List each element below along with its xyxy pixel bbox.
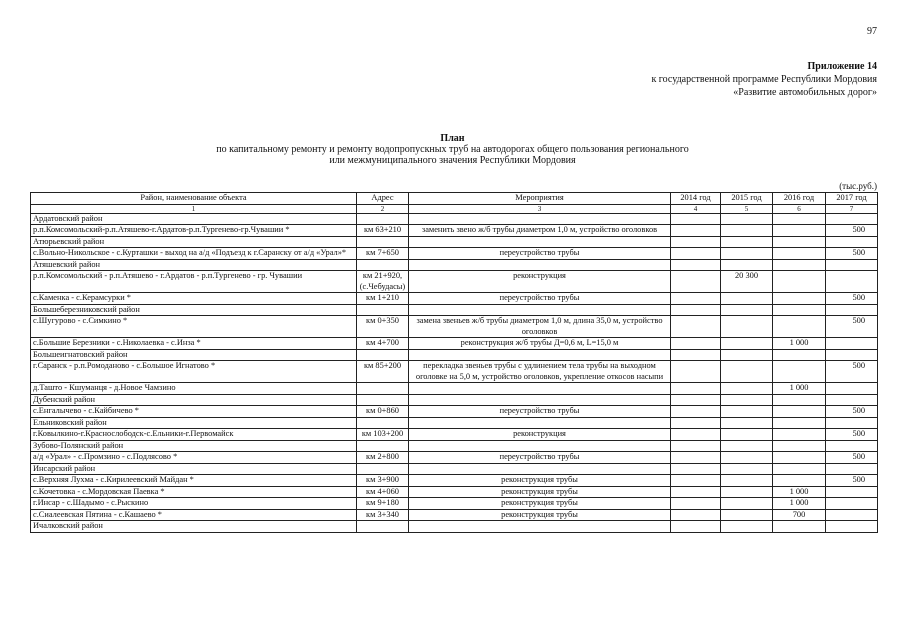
cell-address: км 2+800	[357, 452, 409, 464]
header-row	[31, 193, 878, 205]
empty-cell	[357, 417, 409, 429]
cell-2017	[826, 509, 878, 521]
empty-cell	[773, 304, 826, 316]
empty-cell	[409, 521, 671, 533]
empty-cell	[721, 463, 773, 475]
empty-cell	[409, 213, 671, 225]
cell-address: км 63+210	[357, 225, 409, 237]
cell-2015	[721, 316, 773, 338]
cell-address: км 9+180	[357, 498, 409, 510]
cell-2017	[826, 271, 878, 293]
cell-2015	[721, 429, 773, 441]
empty-cell	[357, 349, 409, 361]
district-row	[31, 259, 878, 271]
empty-cell	[826, 521, 878, 533]
cell-measure: переустройство трубы	[409, 293, 671, 305]
plan-subtitle-line-1: по капитальному ремонту и ремонту водопропускных труб на автодорогах общего пользования регионального	[216, 144, 689, 155]
table-row	[31, 225, 878, 237]
cell-2014	[671, 361, 721, 383]
plan-heading: План	[440, 133, 465, 144]
cell-name: с.Каменка - с.Керамсурки *	[31, 293, 357, 305]
empty-cell	[671, 521, 721, 533]
empty-cell	[357, 213, 409, 225]
cell-2017: 500	[826, 248, 878, 260]
cell-2017: 500	[826, 316, 878, 338]
empty-cell	[773, 440, 826, 452]
cell-2017	[826, 383, 878, 395]
cell-2015: 20 300	[721, 271, 773, 293]
unit-label: (тыс.руб.)	[839, 181, 877, 191]
cell-address: км 4+700	[357, 338, 409, 350]
empty-cell	[721, 440, 773, 452]
empty-cell	[773, 259, 826, 271]
cell-name: р.п.Комсомольский-р.п.Атяшево-г.Ардатов-р.п.Тургенево-гр.Чувашии *	[31, 225, 357, 237]
cell-name: д.Ташто - Кшуманця - д.Новое Чамзино	[31, 383, 357, 395]
empty-cell	[826, 213, 878, 225]
cell-2015	[721, 452, 773, 464]
cell-2017: 500	[826, 225, 878, 237]
empty-cell	[721, 213, 773, 225]
cell-measure: перекладка звеньев трубы с удлинением тела трубы на выходном оголовке на 5,0 м, устройство оголовков, укрепление откосов насыпи	[409, 361, 671, 383]
cell-2015	[721, 475, 773, 487]
empty-cell	[773, 521, 826, 533]
cell-name: а/д «Урал» - с.Промзино - с.Подлясово *	[31, 452, 357, 464]
cell-2015	[721, 383, 773, 395]
column-number: 6	[773, 204, 826, 213]
cell-address: км 21+920, (с.Чебудасы)	[357, 271, 409, 293]
cell-2014	[671, 406, 721, 418]
cell-name: г.Саранск - р.п.Ромоданово - с.Большое Игнатово *	[31, 361, 357, 383]
column-number: 3	[409, 204, 671, 213]
cell-measure: реконструкция трубы	[409, 475, 671, 487]
district-row	[31, 304, 878, 316]
cell-name: с.Кочетовка - с.Мордовская Паевка *	[31, 486, 357, 498]
district-name: Большеберезниковский район	[31, 304, 357, 316]
cell-measure: реконструкция	[409, 271, 671, 293]
empty-cell	[357, 259, 409, 271]
cell-measure: замена звеньев ж/б трубы диаметром 1,0 м, длина 35,0 м, устройство оголовков	[409, 316, 671, 338]
cell-2017	[826, 486, 878, 498]
cell-2017: 500	[826, 293, 878, 305]
empty-cell	[773, 463, 826, 475]
empty-cell	[826, 417, 878, 429]
cell-2014	[671, 293, 721, 305]
cell-2014	[671, 475, 721, 487]
cell-measure: переустройство трубы	[409, 406, 671, 418]
cell-2016	[773, 429, 826, 441]
cell-2016	[773, 452, 826, 464]
cell-address: км 0+350	[357, 316, 409, 338]
plan-table	[30, 192, 878, 533]
cell-measure: реконструкция трубы	[409, 509, 671, 521]
cell-name: с.Большие Березники - с.Николаевка - с.Инза *	[31, 338, 357, 350]
cell-2014	[671, 452, 721, 464]
cell-name: г.Ковылкино-г.Краснослободск-с.Ельники-г.Первомайск	[31, 429, 357, 441]
cell-name: г.Инсар - с.Шадымо - с.Рыскино	[31, 498, 357, 510]
cell-2015	[721, 293, 773, 305]
district-row	[31, 394, 878, 406]
cell-address: км 3+340	[357, 509, 409, 521]
empty-cell	[721, 349, 773, 361]
appendix-block	[651, 60, 877, 99]
table-row	[31, 475, 878, 487]
cell-name: с.Шугурово - с.Симкино *	[31, 316, 357, 338]
cell-2015	[721, 509, 773, 521]
header-name: Район, наименование объекта	[31, 193, 357, 205]
cell-measure: заменить звено ж/б трубы диаметром 1,0 м, устройство оголовков	[409, 225, 671, 237]
cell-2017: 500	[826, 406, 878, 418]
empty-cell	[721, 259, 773, 271]
empty-cell	[721, 521, 773, 533]
cell-name: с.Вольно-Никольское - с.Курташки - выход на а/д «Подъезд к г.Саранску от а/д «Урал»*	[31, 248, 357, 260]
district-name: Атяшевский район	[31, 259, 357, 271]
empty-cell	[721, 304, 773, 316]
cell-address: км 4+060	[357, 486, 409, 498]
cell-2015	[721, 225, 773, 237]
cell-2016	[773, 316, 826, 338]
cell-address	[357, 383, 409, 395]
cell-2015	[721, 406, 773, 418]
empty-cell	[357, 440, 409, 452]
table-row	[31, 248, 878, 260]
empty-cell	[357, 463, 409, 475]
empty-cell	[409, 349, 671, 361]
district-name: Атюрьевский район	[31, 236, 357, 248]
empty-cell	[721, 394, 773, 406]
empty-cell	[671, 236, 721, 248]
cell-2014	[671, 383, 721, 395]
cell-2017: 500	[826, 429, 878, 441]
cell-2016: 1 000	[773, 383, 826, 395]
column-number: 5	[721, 204, 773, 213]
empty-cell	[773, 394, 826, 406]
cell-2017	[826, 498, 878, 510]
column-number: 7	[826, 204, 878, 213]
cell-measure: реконструкция	[409, 429, 671, 441]
district-row	[31, 463, 878, 475]
cell-2016	[773, 225, 826, 237]
cell-2016: 1 000	[773, 486, 826, 498]
empty-cell	[671, 349, 721, 361]
cell-measure: реконструкция трубы	[409, 486, 671, 498]
column-number-row	[31, 204, 878, 213]
district-row	[31, 236, 878, 248]
header-2017: 2017 год	[826, 193, 878, 205]
empty-cell	[671, 304, 721, 316]
district-name: Большеигнатовский район	[31, 349, 357, 361]
cell-2016	[773, 248, 826, 260]
district-name: Зубово-Полянский район	[31, 440, 357, 452]
empty-cell	[357, 521, 409, 533]
district-row	[31, 213, 878, 225]
table-row	[31, 361, 878, 383]
cell-2015	[721, 248, 773, 260]
empty-cell	[826, 440, 878, 452]
table-row	[31, 498, 878, 510]
cell-2015	[721, 486, 773, 498]
column-number: 1	[31, 204, 357, 213]
district-row	[31, 417, 878, 429]
district-name: Инсарский район	[31, 463, 357, 475]
cell-2014	[671, 338, 721, 350]
district-name: Дубенский район	[31, 394, 357, 406]
empty-cell	[671, 440, 721, 452]
appendix-line-1: к государственной программе Республики Мордовия	[651, 74, 877, 85]
cell-address: км 7+650	[357, 248, 409, 260]
cell-address: км 3+900	[357, 475, 409, 487]
empty-cell	[826, 236, 878, 248]
empty-cell	[826, 349, 878, 361]
cell-measure: переустройство трубы	[409, 452, 671, 464]
cell-2014	[671, 509, 721, 521]
cell-2014	[671, 486, 721, 498]
table-row	[31, 338, 878, 350]
page-number: 97	[867, 26, 877, 37]
appendix-line-2: «Развитие автомобильных дорог»	[733, 87, 877, 98]
empty-cell	[773, 417, 826, 429]
header-2014: 2014 год	[671, 193, 721, 205]
cell-address: км 103+200	[357, 429, 409, 441]
empty-cell	[357, 304, 409, 316]
cell-2014	[671, 429, 721, 441]
cell-2015	[721, 498, 773, 510]
empty-cell	[357, 236, 409, 248]
plan-subtitle-line-2: или межмуниципального значения Республики Мордовия	[329, 155, 576, 166]
cell-address: км 1+210	[357, 293, 409, 305]
table-row	[31, 452, 878, 464]
appendix-title: Приложение 14	[807, 61, 877, 72]
table-row	[31, 429, 878, 441]
empty-cell	[826, 259, 878, 271]
header-2016: 2016 год	[773, 193, 826, 205]
table-row	[31, 316, 878, 338]
plan-table-body	[31, 213, 878, 532]
cell-name: с.Сиалеевская Пятина - с.Кашаево *	[31, 509, 357, 521]
empty-cell	[671, 394, 721, 406]
cell-name: р.п.Комсомольский - р.п.Атяшево - г.Ардатов - р.п.Тургенево - гр. Чувашии	[31, 271, 357, 293]
cell-2014	[671, 498, 721, 510]
table-row	[31, 406, 878, 418]
cell-address: км 0+860	[357, 406, 409, 418]
district-name: Ельниковский район	[31, 417, 357, 429]
district-row	[31, 521, 878, 533]
cell-2016	[773, 271, 826, 293]
cell-2016	[773, 361, 826, 383]
cell-2014	[671, 316, 721, 338]
cell-2016: 700	[773, 509, 826, 521]
cell-2016	[773, 293, 826, 305]
cell-2015	[721, 338, 773, 350]
empty-cell	[671, 259, 721, 271]
column-number: 2	[357, 204, 409, 213]
cell-2017	[826, 338, 878, 350]
empty-cell	[409, 463, 671, 475]
header-measures: Мероприятия	[409, 193, 671, 205]
cell-2014	[671, 248, 721, 260]
header-2015: 2015 год	[721, 193, 773, 205]
header-address: Адрес	[357, 193, 409, 205]
cell-measure: переустройство трубы	[409, 248, 671, 260]
district-row	[31, 349, 878, 361]
cell-measure	[409, 383, 671, 395]
district-name: Ардатовский район	[31, 213, 357, 225]
table-row	[31, 509, 878, 521]
empty-cell	[671, 463, 721, 475]
cell-address: км 85+200	[357, 361, 409, 383]
cell-measure: реконструкция трубы	[409, 498, 671, 510]
cell-2014	[671, 271, 721, 293]
cell-2017: 500	[826, 361, 878, 383]
district-name: Ичалковский район	[31, 521, 357, 533]
table-row	[31, 486, 878, 498]
plan-title-block	[0, 133, 905, 166]
cell-name: с.Енгалычево - с.Кайбичево *	[31, 406, 357, 418]
empty-cell	[773, 236, 826, 248]
empty-cell	[826, 304, 878, 316]
cell-2016: 1 000	[773, 338, 826, 350]
empty-cell	[409, 440, 671, 452]
cell-2016: 1 000	[773, 498, 826, 510]
cell-name: с.Верхняя Лухма - с.Кирилеевский Майдан *	[31, 475, 357, 487]
empty-cell	[721, 236, 773, 248]
empty-cell	[671, 417, 721, 429]
empty-cell	[409, 259, 671, 271]
cell-2016	[773, 406, 826, 418]
cell-2017: 500	[826, 475, 878, 487]
empty-cell	[826, 394, 878, 406]
cell-2016	[773, 475, 826, 487]
empty-cell	[409, 417, 671, 429]
empty-cell	[409, 236, 671, 248]
empty-cell	[671, 213, 721, 225]
empty-cell	[826, 463, 878, 475]
empty-cell	[409, 304, 671, 316]
empty-cell	[773, 349, 826, 361]
cell-2014	[671, 225, 721, 237]
cell-measure: реконструкция ж/б трубы Д=0,6 м, L=15,0 м	[409, 338, 671, 350]
cell-2015	[721, 361, 773, 383]
cell-2017: 500	[826, 452, 878, 464]
table-row	[31, 383, 878, 395]
table-row	[31, 271, 878, 293]
empty-cell	[409, 394, 671, 406]
empty-cell	[721, 417, 773, 429]
empty-cell	[357, 394, 409, 406]
column-number: 4	[671, 204, 721, 213]
district-row	[31, 440, 878, 452]
table-row	[31, 293, 878, 305]
empty-cell	[773, 213, 826, 225]
